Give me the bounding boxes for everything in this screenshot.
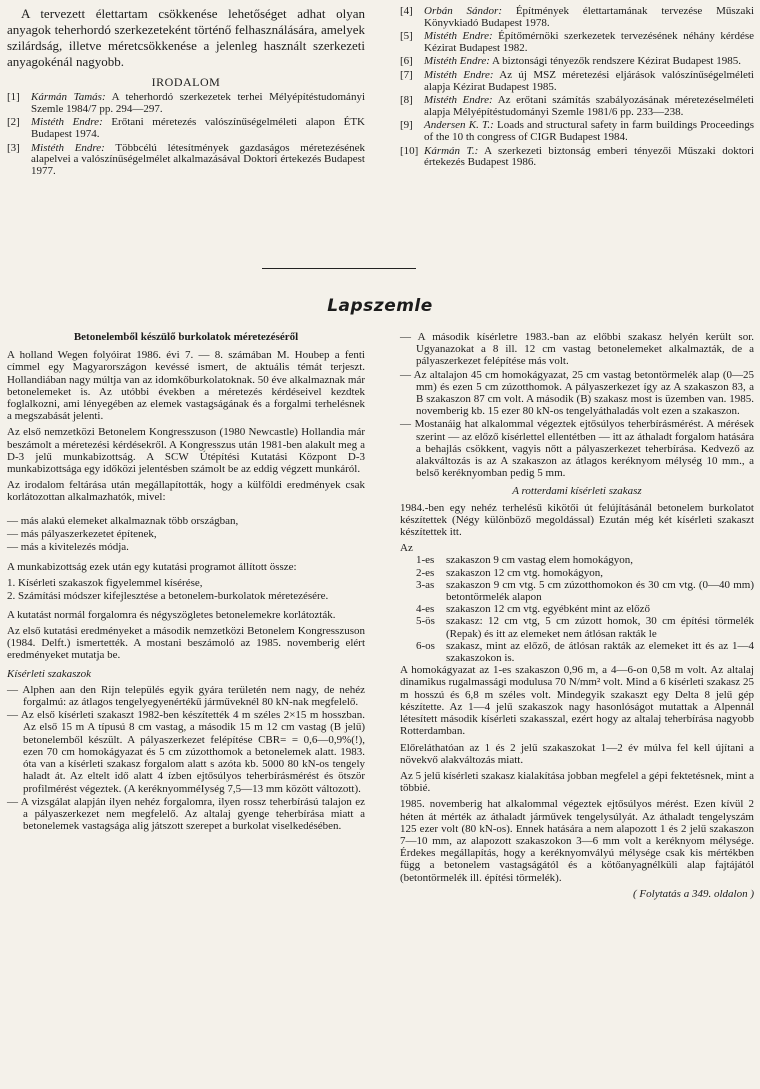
reference-item	[7, 92, 365, 115]
list-item: — Az első kísérleti szakaszt 1982-ben készítették 4 m széles 2×15 m hosszban. Az első 15 m A típusú 8 cm vastag, a második 15 m 12 cm vastag (B jelű) betonelemből készült. A pályaszerkezet felépítése CBR= = 0,6—0,9%(!), ezen 70 cm homokágyazat és 5 cm zúzotthomok a betonelemek alatt. 1983. óta van a kísérleti szakasz forgalom alatt s azóta kb. 5000 80 kN-os tengely haladt át. Az eltelt idő alatt 4 ízben ejtősúlyos teherbírásmérést és ötször profilmérést végeztek. (A keréknyomméIység 7,5—13 mm között változott).	[7, 709, 365, 795]
top-left-column	[7, 6, 365, 179]
paragraph: 1985. novemberig hat alkalommal végeztek ejtősúlyos mérést. Ezen kívül 2 héten át mérték az áthaladt járművek tengelysúlyát. Az áthaladt tengelyszám 125 ezer volt (80 kN-os). Ennek hatására a nem alapozott 1 és 2 jelű szakaszon 7—10 mm, az alapozott szakaszokon 3—6 mm volt a keréknyom mélysége. Érdekes megállapítás, hogy a keréknyomvályú mélysége csak kis mértékben függ a betonelem vastagságától és a kötőanyagnélküli alap fajtájától (betontörmelék ill. építési törmelék).	[400, 798, 754, 884]
reference-number: [4]	[400, 5, 413, 17]
reference-item	[400, 120, 754, 143]
section-item	[400, 615, 754, 639]
list-item: — más a kivitelezés módja.	[7, 541, 129, 554]
paragraph: Az első kutatási eredményeket a második nemzetközi Betonelem Kongresszuson (1984. Delft.) ismertették. A mostani beszámoló az 1985. novemberig elért eredményeket mutatja be.	[7, 625, 365, 662]
bottom-right-column	[400, 331, 754, 900]
section-divider	[262, 268, 416, 269]
reference-item	[7, 143, 365, 178]
section-text: szakaszon 12 cm vtg. homokágyon,	[446, 566, 604, 579]
reference-author: Orbán Sándor:	[424, 5, 502, 17]
section-item	[400, 603, 754, 615]
paragraph: Az első nemzetközi Betonelem Kongresszuson (1980 Newcastle) Hollandia már beszámolt a méretezési kérdésekről. A Kongresszus után 1981-ben alakult meg a D-3 jelű munkabizottság. A SCW Útépítési Kutatási Központ D-3 munkabizottsága egy időközi jelentésben számolt be az eddig végzett munkáról.	[7, 426, 365, 476]
reference-author: Kármán T.:	[424, 144, 479, 157]
section-title: Lapszemle	[327, 296, 433, 316]
reference-author: Mistéth Endre:	[424, 94, 493, 107]
list-item: — Alphen aan den Rijn település egyik gyára területén nem nagy, de nehéz forgalmú: az átlagos tengelyegyenértékű járműveknél 80 kN-nak megfelelő.	[7, 683, 365, 709]
reference-number: [6]	[400, 55, 413, 68]
reference-item	[400, 6, 754, 29]
section-text: szakaszon 9 cm vastag elem homokágyon,	[446, 554, 633, 567]
reference-author: Kármán Tamás:	[31, 91, 106, 104]
reference-text: A szerkezeti biztonság emberi tényezői Műszaki doktori értekezés Budapest 1986.	[424, 144, 754, 169]
paragraph-intro: Az	[400, 542, 413, 555]
reference-item	[400, 146, 754, 169]
subheading: A rotterdami kísérleti szakasz	[512, 485, 642, 498]
section-label: 2-es	[416, 566, 435, 579]
reference-text: Erőtani méretezés valószínűségelméleti alapon ÉTK Budapest 1974.	[31, 116, 365, 140]
continuation-note: ( Folytatás a 349. oldalon )	[633, 887, 754, 900]
section-item	[400, 567, 754, 579]
reference-text: A teherhordó szerkezetek terhei Mélyépítéstudományi Szemle 1984/7 pp. 294—297.	[31, 91, 365, 115]
section-item	[400, 579, 754, 603]
reference-text: Az új MSZ méretezési eljárások valószínűségelméleti alapja Kézirat Budapest 1985.	[424, 68, 754, 93]
section-text: szakasz: 12 cm vtg, 5 cm zúzott homok, 30 cm építési törmelék (Repak) és itt az elemeket nem átlósan rakták le	[446, 615, 754, 640]
numbered-item: 2. Számítási módszer kifejlesztése a betonelem-burkolatok méretezésére.	[7, 589, 329, 602]
section-label: 4-es	[416, 603, 435, 616]
reference-item	[400, 31, 754, 54]
list-item: — Az altalajon 45 cm homokágyazat, 25 cm vastag betontörmelék alap (0—25 mm) és ezen 5 cm zúzotthomok. A pályaszerkezet így az A szakaszon 83, a B szakaszon 87 cm volt. A második (B) szakasz most is üzemben van. 1985. novemberig kb. 15 ezer 80 kN-os tengelyáthaladás volt ezen a szakaszon.	[400, 368, 754, 418]
section-label: 1-es	[416, 554, 435, 567]
reference-number: [2]	[7, 116, 20, 129]
references-heading: IRODALOM	[151, 75, 221, 89]
subheading: Kísérleti szakaszok	[7, 667, 92, 680]
reference-item	[7, 117, 365, 140]
section-label: 5-ös	[416, 615, 435, 628]
list-item: — más pályaszerkezetet építenek,	[7, 527, 157, 540]
paragraph: A holland Wegen folyóirat 1986. évi 7. — 8. számában M. Houbep a fenti címmel egy Magyarországon kevéssé ismert, de aktuális témát terjeszt. Hollandiában nagy múltja van az idomkőburkolatoknak. 50 éve alkalmaznak már betonelemeket is. Az utóbbi években a méretezés kérdéseivel kezdtek foglalkozni, ami lényegében az elemek vastagságának és a forgalmi terhelésnek a megszabását jelenti.	[7, 349, 365, 423]
reference-number: [7]	[400, 68, 413, 81]
reference-number: [1]	[7, 91, 20, 104]
section-label: 3-as	[416, 578, 435, 591]
article-title: Betonelemből készülő burkolatok méretezéséről	[73, 331, 299, 343]
reference-number: [3]	[7, 141, 20, 154]
section-text: szakasz, mint az előző, de átlósan rakták az elemeket itt és az 1—4 szakaszokon is.	[446, 639, 754, 665]
numbered-item: 1. Kísérleti szakaszok figyelemmel kísérése,	[7, 577, 203, 590]
reference-text: Az erőtani számítás szabályozásának méretezéselméleti alapja Mélyépítéstudományi Szemle 1981/6 pp. 233—238.	[424, 94, 754, 118]
reference-item	[400, 95, 754, 118]
reference-item	[400, 56, 754, 68]
section-item	[400, 640, 754, 664]
reference-author: Andersen K. T.:	[424, 119, 494, 132]
reference-author: Mistéth Endre:	[424, 68, 494, 81]
reference-text: Loads and structural safety in farm buildings Proceedings of the 10 th congress of CIGR Budapest 1984.	[424, 119, 754, 143]
section-label: 6-os	[416, 639, 435, 652]
list-item: — A második kísérletre 1983.-ban az előbbi szakasz helyén került sor. Ugyanazokat a 8 ill. 12 cm vastag betonelemeket alkalmazták, de a pályaszerkezet felépítése más volt.	[400, 331, 754, 368]
reference-text: Építmények élettartamának tervezése Műszaki Könyvkiadó Budapest 1978.	[424, 5, 754, 29]
paragraph: A munkabizottság ezek után egy kutatási programot állított össze:	[7, 561, 297, 574]
list-item: — A vizsgálat alapján ilyen nehéz forgalomra, ilyen rossz teherbírású talajon ez a pályaszerkezet nem megfelelő. Az altalaj gyenge teherbírása miatt a betonelemek vastagsága alig játszott szerepet a burkolat viselkedésében.	[7, 795, 365, 833]
list-item: — Mostanáig hat alkalommal végeztek ejtősúlyos teherbírásmérést. A mérések szerint — az előző kísérlettel ellentétben — itt az áthaladt forgalom hatására a behajlás csökkent, vagyis nőtt a pályaszerkezet teherbírása. Kedvező az alakváltozás is az A szakaszon az átlagos keréknyom mélység 10 mm., a belső keréknyomban pedig 5 mm.	[400, 418, 754, 480]
reference-number: [10]	[400, 144, 419, 157]
paragraph: A kutatást normál forgalomra és négyszögletes betonelemekre korlátozták.	[7, 608, 336, 621]
paragraph: Az irodalom feltárása után megállapították, hogy a külföldi eredmények csak korlátozottan alkalmazhatók, mivel:	[7, 479, 365, 504]
bottom-left-column	[7, 331, 365, 833]
reference-text: Többcélú létesítmények gazdaságos méretezésének alapelvei a valószínűségelmélet alkalmazásával Doktori értekezés Budapest 1977.	[31, 141, 365, 177]
reference-text: Építőmérnöki szerkezetek tervezésének néhány kérdése Kézirat Budapest 1982.	[424, 30, 755, 54]
reference-text: A biztonsági tényezők rendszere Kézirat Budapest 1985.	[492, 55, 741, 68]
reference-number: [5]	[400, 30, 413, 43]
reference-author: Mistéth Endre:	[424, 30, 493, 43]
reference-item	[400, 70, 754, 93]
lead-paragraph: A tervezett élettartam csökkenése lehetőséget adhat olyan anyagok teherhordó szerkezeteként történő felhasználására, amelyek szilárdság, illetve méretcsökkenése a jelenleg használt szerkezeti anyagokénál nagyobb.	[7, 6, 365, 69]
reference-number: [9]	[400, 119, 413, 132]
paragraph: Előreláthatóan az 1 és 2 jelű szakaszokat 1—2 év múlva fel kell újítani a növekvő alakváltozás miatt.	[400, 741, 754, 766]
section-text: szakaszon 12 cm vtg. egyébként mint az előző	[446, 603, 651, 616]
paragraph: A homokágyazat az 1-es szakaszon 0,96 m, a 4—6-on 0,58 m volt. Az altalaj dinamikus rugalmassági modulusa 70 N/mm² volt. Mind a 6 kísérleti szakasz 25 m hosszú és 6,8 m széles volt. Mindegyik szakaszt egy Delta 8 jelű gép készítette. Az 1—4 jelű szakaszok nagy hasonlóságot mutattak a Alpennál létesített második kísérleti szakasszal, ezért hogy az altalaj teherbírása nagyobb Rotterdamban.	[400, 664, 754, 738]
top-right-column	[400, 6, 754, 171]
reference-author: Mistéth Endre:	[424, 55, 490, 68]
list-item: — más alakú elemeket alkalmaznak több országban,	[7, 514, 239, 527]
reference-author: Mistéth Endre:	[31, 141, 105, 154]
section-item	[400, 554, 754, 566]
reference-number: [8]	[400, 94, 413, 107]
reference-author: Mistéth Endre:	[31, 116, 103, 129]
paragraph: 1984.-ben egy nehéz terhelésű kikötői út felújításánál betonelem burkolatot készítettek (Négy különböző megoldással) Ezután még két kísérleti szakaszt készítettek itt.	[400, 501, 754, 539]
section-text: szakaszon 9 cm vtg. 5 cm zúzotthomokon és 30 cm vtg. (0—40 mm) betontörmelék alapon	[446, 578, 754, 604]
paragraph: Az 5 jelű kísérleti szakasz kialakítása jobban megfelel a gépi fektetésnek, mint a többié.	[400, 769, 755, 795]
